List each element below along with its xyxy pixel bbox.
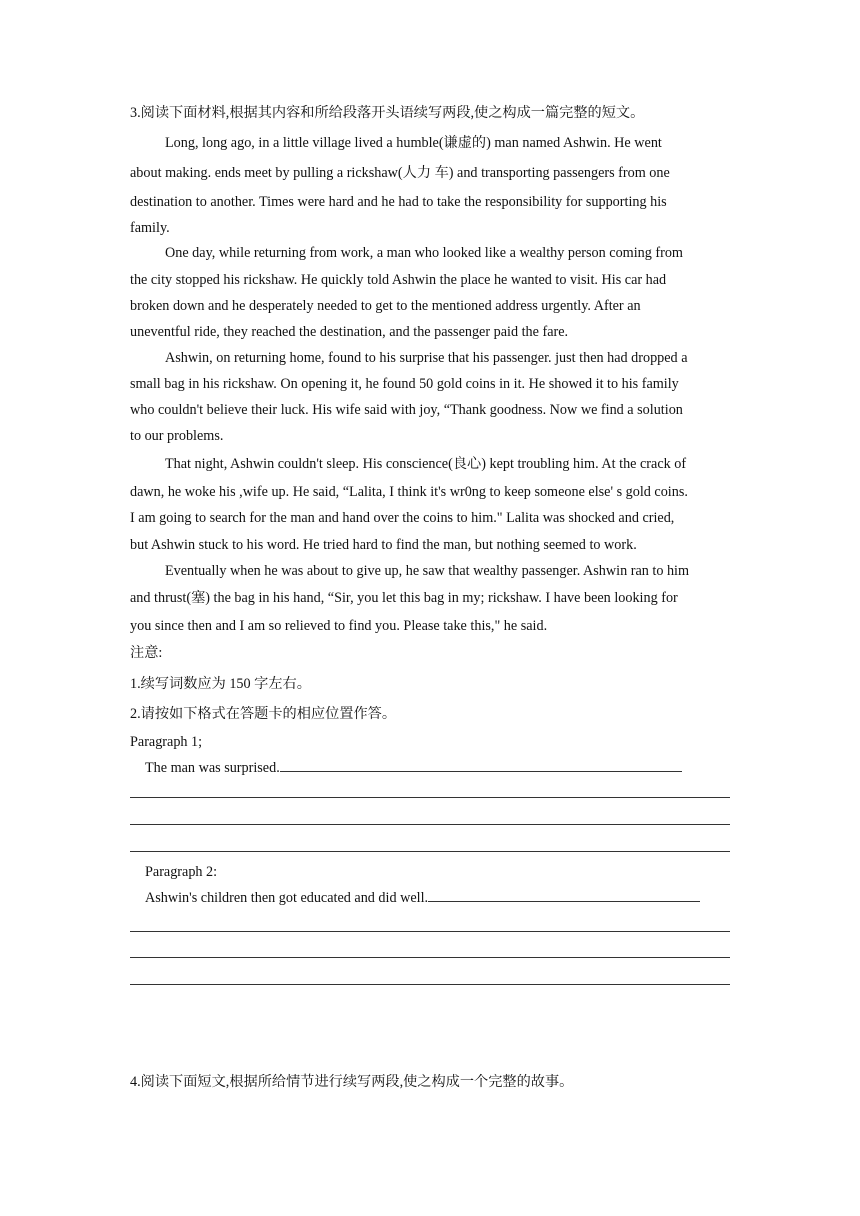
story-line: destination to another. Times were hard and he had to take the responsibility for supporting his [130,194,667,210]
story-line: Long, long ago, in a little village lived a humble(谦虚的) man named Ashwin. He went [165,135,662,151]
story-line: you since then and I am so relieved to find you. Please take this," he said. [130,618,548,634]
story-line: uneventful ride, they reached the destination, and the passenger paid the fare. [130,324,569,340]
paragraph-1-opening [145,759,682,777]
story-line: broken down and he desperately needed to get to the mentioned address urgently. After an [130,298,641,314]
answer-line[interactable] [130,851,730,852]
paragraph-1-label: Paragraph 1; [130,734,203,750]
paragraph-2-start: Ashwin's children then got educated and did well. [145,890,429,906]
story-line: who couldn't believe their luck. His wife said with joy, “Thank goodness. Now we find a solution [130,402,683,418]
note-item: 2.请按如下格式在答题卡的相应位置作答。 [130,706,397,722]
question-4-prompt: 4.阅读下面短文,根据所给情节进行续写两段,使之构成一个完整的故事。 [130,1074,574,1090]
paragraph-1-start: The man was surprised. [145,760,280,776]
story-line: dawn, he woke his ,wife up. He said, “Lalita, I think it's wr0ng to keep someone else' s gold coins. [130,484,688,500]
answer-line[interactable] [130,957,730,958]
story-line: Eventually when he was about to give up, he saw that wealthy passenger. Ashwin ran to him [165,563,690,579]
answer-line[interactable] [130,931,730,932]
story-line: and thrust(塞) the bag in his hand, “Sir, you let this bag in my; rickshaw. I have been looking for [130,590,678,606]
paragraph-2-label: Paragraph 2: [145,864,218,880]
answer-line[interactable] [130,824,730,825]
story-line: Ashwin, on returning home, found to his surprise that his passenger. just then had dropped a [165,350,688,366]
story-line: family. [130,220,170,236]
story-line: small bag in his rickshaw. On opening it, he found 50 gold coins in it. He showed it to his family [130,376,679,392]
note-item: 1.续写词数应为 150 字左右。 [130,676,311,692]
note-label: 注意: [130,645,163,661]
question-3-prompt: 3.阅读下面材料,根据其内容和所给段落开头语续写两段,使之构成一篇完整的短文。 [130,105,645,121]
answer-blank[interactable] [428,889,700,902]
answer-line[interactable] [130,984,730,985]
story-line: about making. ends meet by pulling a rickshaw(人力 车) and transporting passengers from one [130,165,670,181]
story-line: I am going to search for the man and hand over the coins to him." Lalita was shocked and cried, [130,510,675,526]
story-line: the city stopped his rickshaw. He quickly told Ashwin the place he wanted to visit. His car had [130,272,667,288]
story-line: but Ashwin stuck to his word. He tried hard to find the man, but nothing seemed to work. [130,537,637,553]
paragraph-2-opening [145,889,700,907]
story-line: That night, Ashwin couldn't sleep. His conscience(良心) kept troubling him. At the crack of [165,456,687,472]
answer-blank[interactable] [280,759,682,772]
answer-line[interactable] [130,797,730,798]
story-line: One day, while returning from work, a man who looked like a wealthy person coming from [165,245,683,261]
story-line: to our problems. [130,428,224,444]
